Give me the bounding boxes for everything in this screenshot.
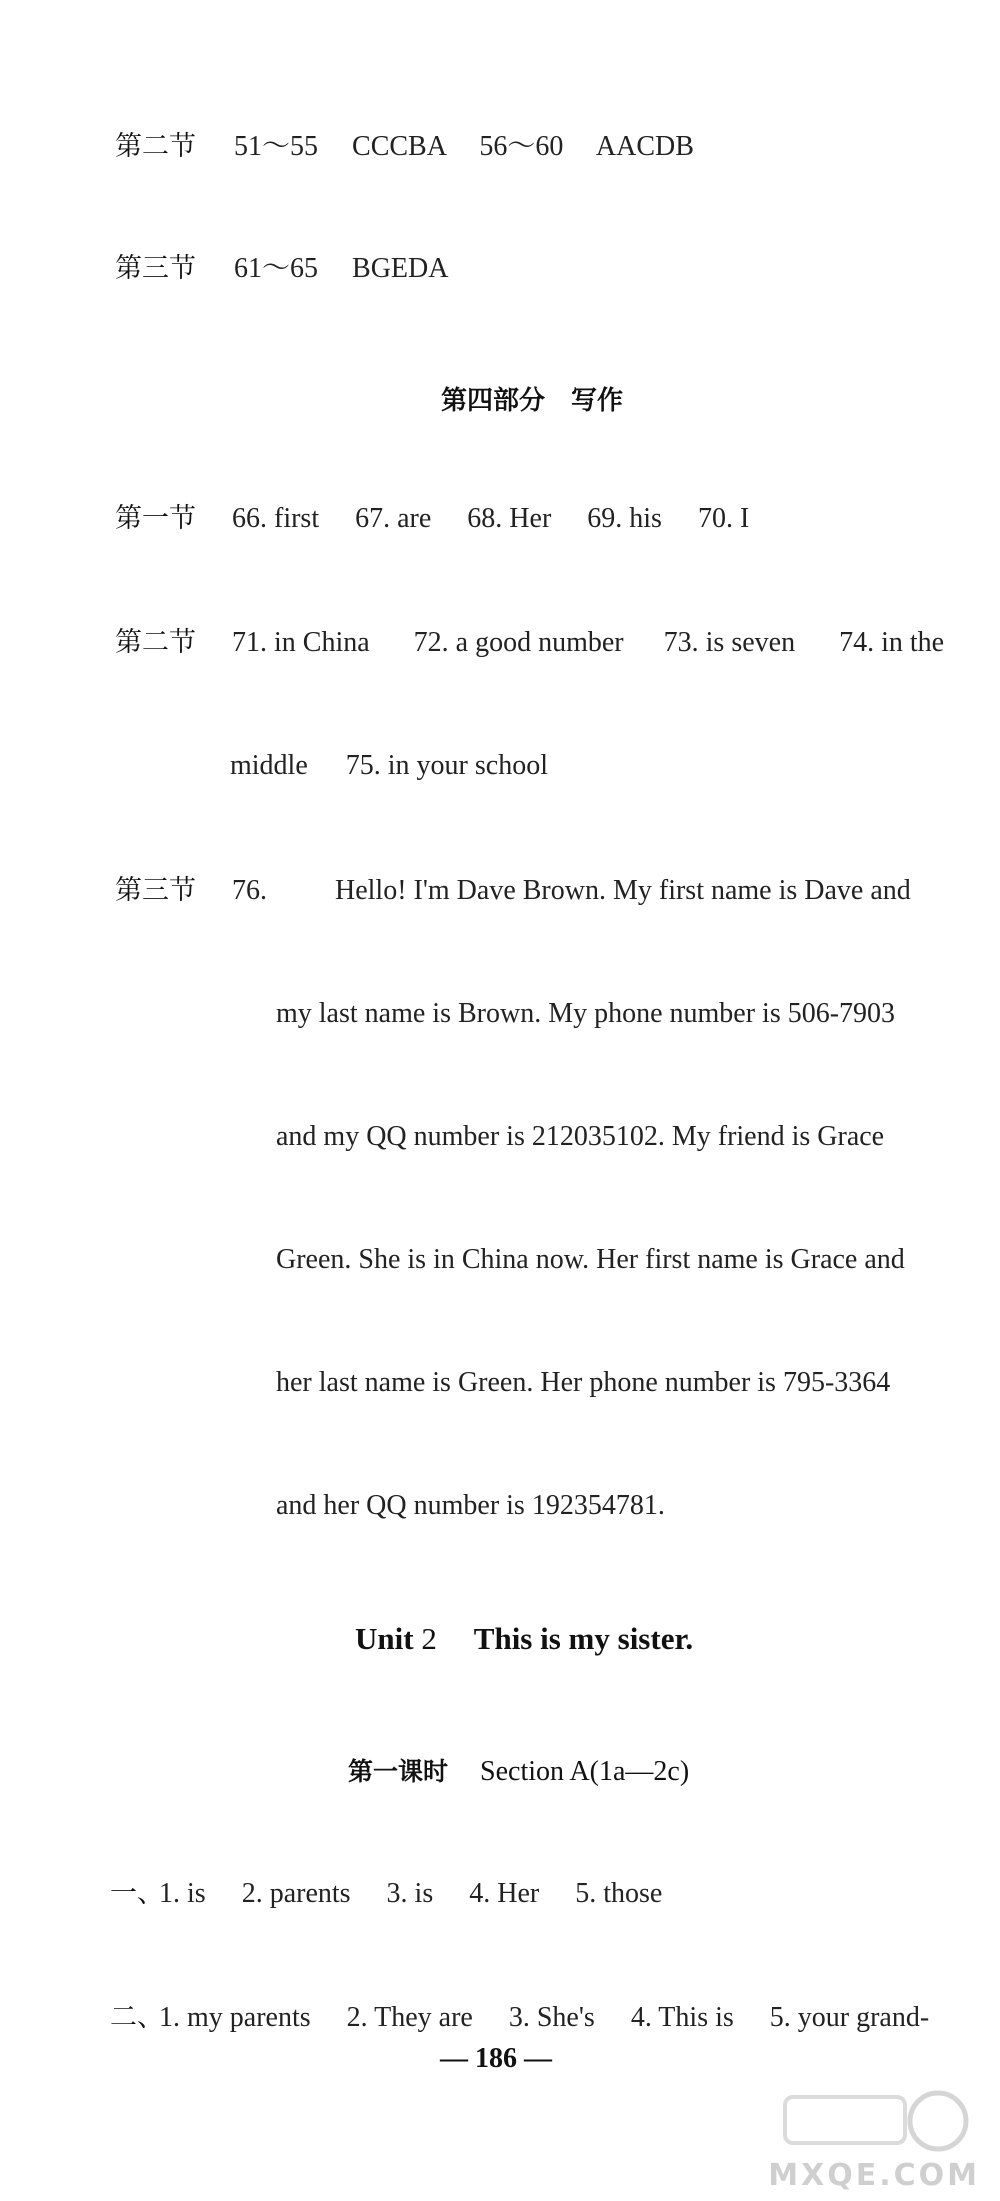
essay-line: my last name is Brown. My phone number is 506-7903 xyxy=(276,998,896,1029)
answer-item: 70. I xyxy=(697,503,750,534)
answer-item: 2. parents xyxy=(241,1878,351,1909)
answer-item: 67. are xyxy=(355,503,432,534)
answer-key: CCCBA xyxy=(352,131,446,162)
exercise-label: 二、 xyxy=(110,2002,164,2033)
essay-line: Green. She is in China now. Her first name is Grace and xyxy=(276,1244,905,1275)
section-label: 第三节 xyxy=(115,253,196,284)
essay-line: Hello! I'm Dave Brown. My first name is Dave and xyxy=(335,875,911,906)
answer-item: 75. in your school xyxy=(345,750,548,781)
answer-item: 5. those xyxy=(575,1878,663,1909)
answer-item: 4. Her xyxy=(469,1878,540,1909)
watermark-text: MXQE.COM xyxy=(768,2158,980,2193)
unit-word: Unit xyxy=(355,1621,414,1656)
unit-heading: This is my sister. xyxy=(473,1621,694,1656)
answer-item: 66. first xyxy=(232,503,320,534)
answer-item: 3. is xyxy=(386,1878,434,1909)
exercise-label: 一、 xyxy=(110,1878,164,1909)
answer-item: 73. is seven xyxy=(663,627,796,658)
answer-item: 72. a good number xyxy=(413,627,624,658)
section-label: 第二节 xyxy=(115,131,196,162)
section-label: 第二节 xyxy=(115,627,196,658)
answer-line-p3-sec3 xyxy=(115,251,448,287)
section-label: 第三节 xyxy=(115,875,196,906)
answer-item: 3. She's xyxy=(508,2002,595,2033)
answer-item: 71. in China xyxy=(232,627,370,658)
essay-line: and my QQ number is 212035102. My friend is Grace xyxy=(276,1121,885,1152)
answer-item: 4. This is xyxy=(630,2002,734,2033)
answer-range: 51～55 xyxy=(234,131,319,162)
answer-item: 68. Her xyxy=(467,503,552,534)
answer-line-ex1 xyxy=(110,1876,662,1912)
question-number: 76. xyxy=(232,875,267,906)
watermark-logo xyxy=(680,2083,980,2193)
unit-title xyxy=(355,1621,693,1657)
answer-item: 74. in the xyxy=(839,627,945,658)
answer-line-p4-sec2 xyxy=(115,625,944,661)
answer-line-p4-sec2-cont xyxy=(230,748,548,784)
answer-item: 69. his xyxy=(587,503,662,534)
answer-line-p4-sec1 xyxy=(115,501,749,537)
lesson-section: Section A(1a—2c) xyxy=(480,1756,690,1787)
answer-item: 1. is xyxy=(159,1878,206,1909)
lesson-title xyxy=(348,1752,689,1788)
answer-item: middle xyxy=(230,750,308,781)
answer-item: 5. your grand- xyxy=(769,2002,930,2033)
answer-item: 1. my parents xyxy=(159,2002,311,2033)
answer-key: AACDB xyxy=(595,131,694,162)
lesson-label: 第一课时 xyxy=(348,1757,449,1786)
answer-range: 61～65 xyxy=(234,253,319,284)
part-heading: 第四部分 写作 xyxy=(441,386,624,416)
answer-range: 56～60 xyxy=(479,131,564,162)
answer-item: 2. They are xyxy=(346,2002,473,2033)
answer-line-ex2 xyxy=(110,2000,929,2036)
answer-line-p3-sec2 xyxy=(115,129,694,165)
answer-key: BGEDA xyxy=(352,253,449,284)
unit-number: 2 xyxy=(421,1621,437,1656)
section-label: 第一节 xyxy=(115,503,196,534)
answer-line-p4-sec3 xyxy=(115,873,267,909)
essay-line: her last name is Green. Her phone number is 795-3364 xyxy=(276,1367,891,1398)
page-number: — 186 — xyxy=(440,2043,552,2074)
essay-line: and her QQ number is 192354781. xyxy=(276,1490,665,1521)
